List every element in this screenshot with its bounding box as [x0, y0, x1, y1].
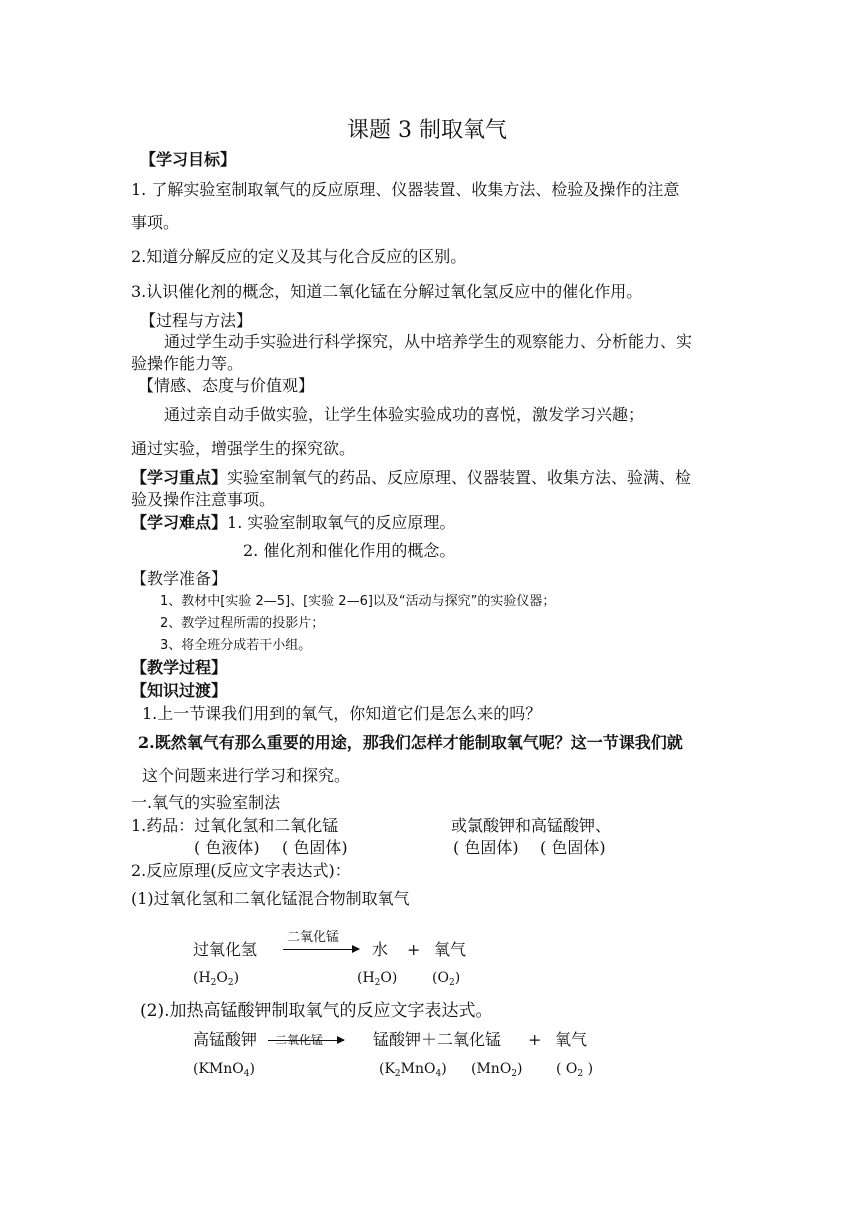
key-points-heading: 【学习重点】 — [131, 468, 228, 487]
difficulties-line-1 — [131, 513, 455, 533]
reaction-1-formula-product-1 — [357, 968, 397, 993]
formula-subscript: 2 — [394, 1069, 401, 1079]
formula-text: (K — [379, 1061, 395, 1077]
goal-item-3: 3.认识催化剂的概念，知道二氧化锰在分解过氧化氢反应中的催化作用。 — [131, 282, 643, 301]
reaction-1-arrow-icon — [283, 949, 359, 950]
formula-text: ) — [517, 1061, 523, 1077]
formula-text: O — [216, 970, 228, 986]
formula-subscript: 2 — [577, 1069, 584, 1079]
transition-question-1: 1.上一节课我们用到的氧气，你知道它们是怎么来的吗？ — [142, 704, 542, 723]
formula-text: ) — [441, 1061, 447, 1077]
difficulty-item-1: 1. 实验室制取氧气的反应原理。 — [227, 513, 456, 532]
formula-text: (H — [357, 970, 375, 986]
formula-text: (KMnO — [193, 1061, 244, 1077]
goal-item-1-cont: 事项。 — [131, 213, 180, 232]
process-heading: 【过程与方法】 — [140, 311, 253, 330]
reaction-1-formula-reactant — [193, 968, 239, 993]
difficulties-heading: 【学习难点】 — [131, 513, 228, 532]
reaction-2-reactant: 高锰酸钾 — [193, 1030, 258, 1049]
formula-text: ( O — [556, 1061, 578, 1077]
formula-subscript: 2 — [374, 978, 381, 988]
formula-text: (MnO — [471, 1061, 512, 1077]
reaction-2-products: 锰酸钾＋二氧化锰 — [373, 1030, 502, 1049]
formula-text: (H — [193, 970, 211, 986]
reaction-1-plus: + — [407, 940, 421, 959]
formula-text: (O — [432, 970, 449, 986]
state-solid-2: ( 色固体) — [453, 838, 519, 857]
key-points-line-2: 验及操作注意事项。 — [131, 490, 276, 509]
teaching-process-heading: 【教学过程】 — [131, 658, 228, 677]
goal-item-2: 2.知道分解反应的定义及其与化合反应的区别。 — [131, 247, 467, 266]
formula-text: ) — [454, 970, 461, 986]
difficulty-item-2: 2. 催化剂和催化作用的概念。 — [243, 541, 456, 560]
reaction-2-plus: + — [528, 1030, 542, 1049]
drugs-alternative: 或氯酸钾和高锰酸钾、 — [451, 816, 612, 835]
emotion-heading: 【情感、态度与价值观】 — [138, 376, 315, 395]
reaction-2-formula-product-2 — [471, 1059, 523, 1084]
reaction-sub-2: (2).加热高锰酸钾制取氧气的反应文字表达式。 — [140, 1001, 493, 1021]
reaction-sub-1: (1)过氧化氢和二氧化锰混合物制取氧气 — [131, 889, 410, 908]
drugs-label: 1.药品：过氧化氢和二氧化锰 — [131, 816, 339, 835]
reaction-1-reactant: 过氧化氢 — [193, 940, 258, 959]
process-line-2: 验操作能力等。 — [131, 354, 244, 373]
reaction-principle: 2.反应原理(反应文字表达式)： — [131, 861, 351, 880]
formula-subscript: 2 — [448, 978, 455, 988]
section-1-heading: 一.氧气的实验室制法 — [131, 793, 281, 812]
transition-question-2: 2.既然氧气有那么重要的用途，那我们怎样才能制取氧气呢？这一节课我们就 — [138, 733, 683, 752]
formula-text: ) — [583, 1061, 594, 1077]
emotion-line-1: 通过亲自动手做实验，让学生体验实验成功的喜悦，激发学习兴趣； — [164, 405, 645, 424]
preparation-item-3: 3、将全班分成若干小组。 — [160, 638, 312, 653]
reaction-2-catalyst: 二氧化锰 — [275, 1033, 324, 1047]
preparation-heading: 【教学准备】 — [131, 569, 228, 588]
reaction-2-formula-reactant — [193, 1059, 255, 1084]
transition-heading: 【知识过渡】 — [131, 681, 228, 700]
formula-subscript: 4 — [435, 1069, 442, 1079]
goal-item-1: 1. 了解实验室制取氧气的反应原理、仪器装置、收集方法、检验及操作的注意 — [131, 180, 680, 199]
key-points-line-1 — [131, 468, 691, 488]
reaction-1-formula-product-2 — [432, 968, 460, 993]
formula-text: ) — [233, 970, 240, 986]
transition-question-2-cont: 这个问题来进行学习和探究。 — [142, 766, 351, 785]
state-solid-3: ( 色固体) — [540, 838, 606, 857]
reaction-1-catalyst: 二氧化锰 — [287, 930, 340, 945]
reaction-1-product-2: 氧气 — [434, 940, 467, 959]
reaction-2-arrow-icon — [268, 1040, 344, 1041]
page-title: 课题 3 制取氧气 — [347, 118, 507, 143]
preparation-item-2: 2、教学过程所需的投影片； — [160, 616, 325, 631]
preparation-item-1: 1、教材中[实验 2—5]、[实验 2—6]以及“活动与探究”的实验仪器； — [160, 594, 556, 609]
formula-subscript: 2 — [227, 978, 234, 988]
key-points-text: 实验室制氧气的药品、反应原理、仪器装置、收集方法、验满、检 — [227, 468, 692, 487]
formula-text: ) — [249, 1061, 255, 1077]
reaction-2-formula-product-3 — [556, 1059, 593, 1084]
reaction-2-product-3: 氧气 — [555, 1030, 588, 1049]
formula-text: O) — [380, 970, 398, 986]
state-liquid: ( 色液体) — [194, 838, 260, 857]
reaction-2-formula-product-1 — [379, 1059, 447, 1084]
reaction-1-product-1: 水 — [372, 940, 389, 959]
goals-heading: 【学习目标】 — [140, 150, 237, 169]
process-line-1: 通过学生动手实验进行科学探究，从中培养学生的观察能力、分析能力、实 — [164, 332, 693, 351]
formula-text: MnO — [400, 1061, 436, 1077]
emotion-line-2: 通过实验，增强学生的探究欲。 — [131, 439, 356, 458]
state-solid-1: ( 色固体) — [282, 838, 348, 857]
formula-subscript: 2 — [511, 1069, 518, 1079]
formula-subscript: 4 — [243, 1069, 250, 1079]
formula-subscript: 2 — [210, 978, 217, 988]
